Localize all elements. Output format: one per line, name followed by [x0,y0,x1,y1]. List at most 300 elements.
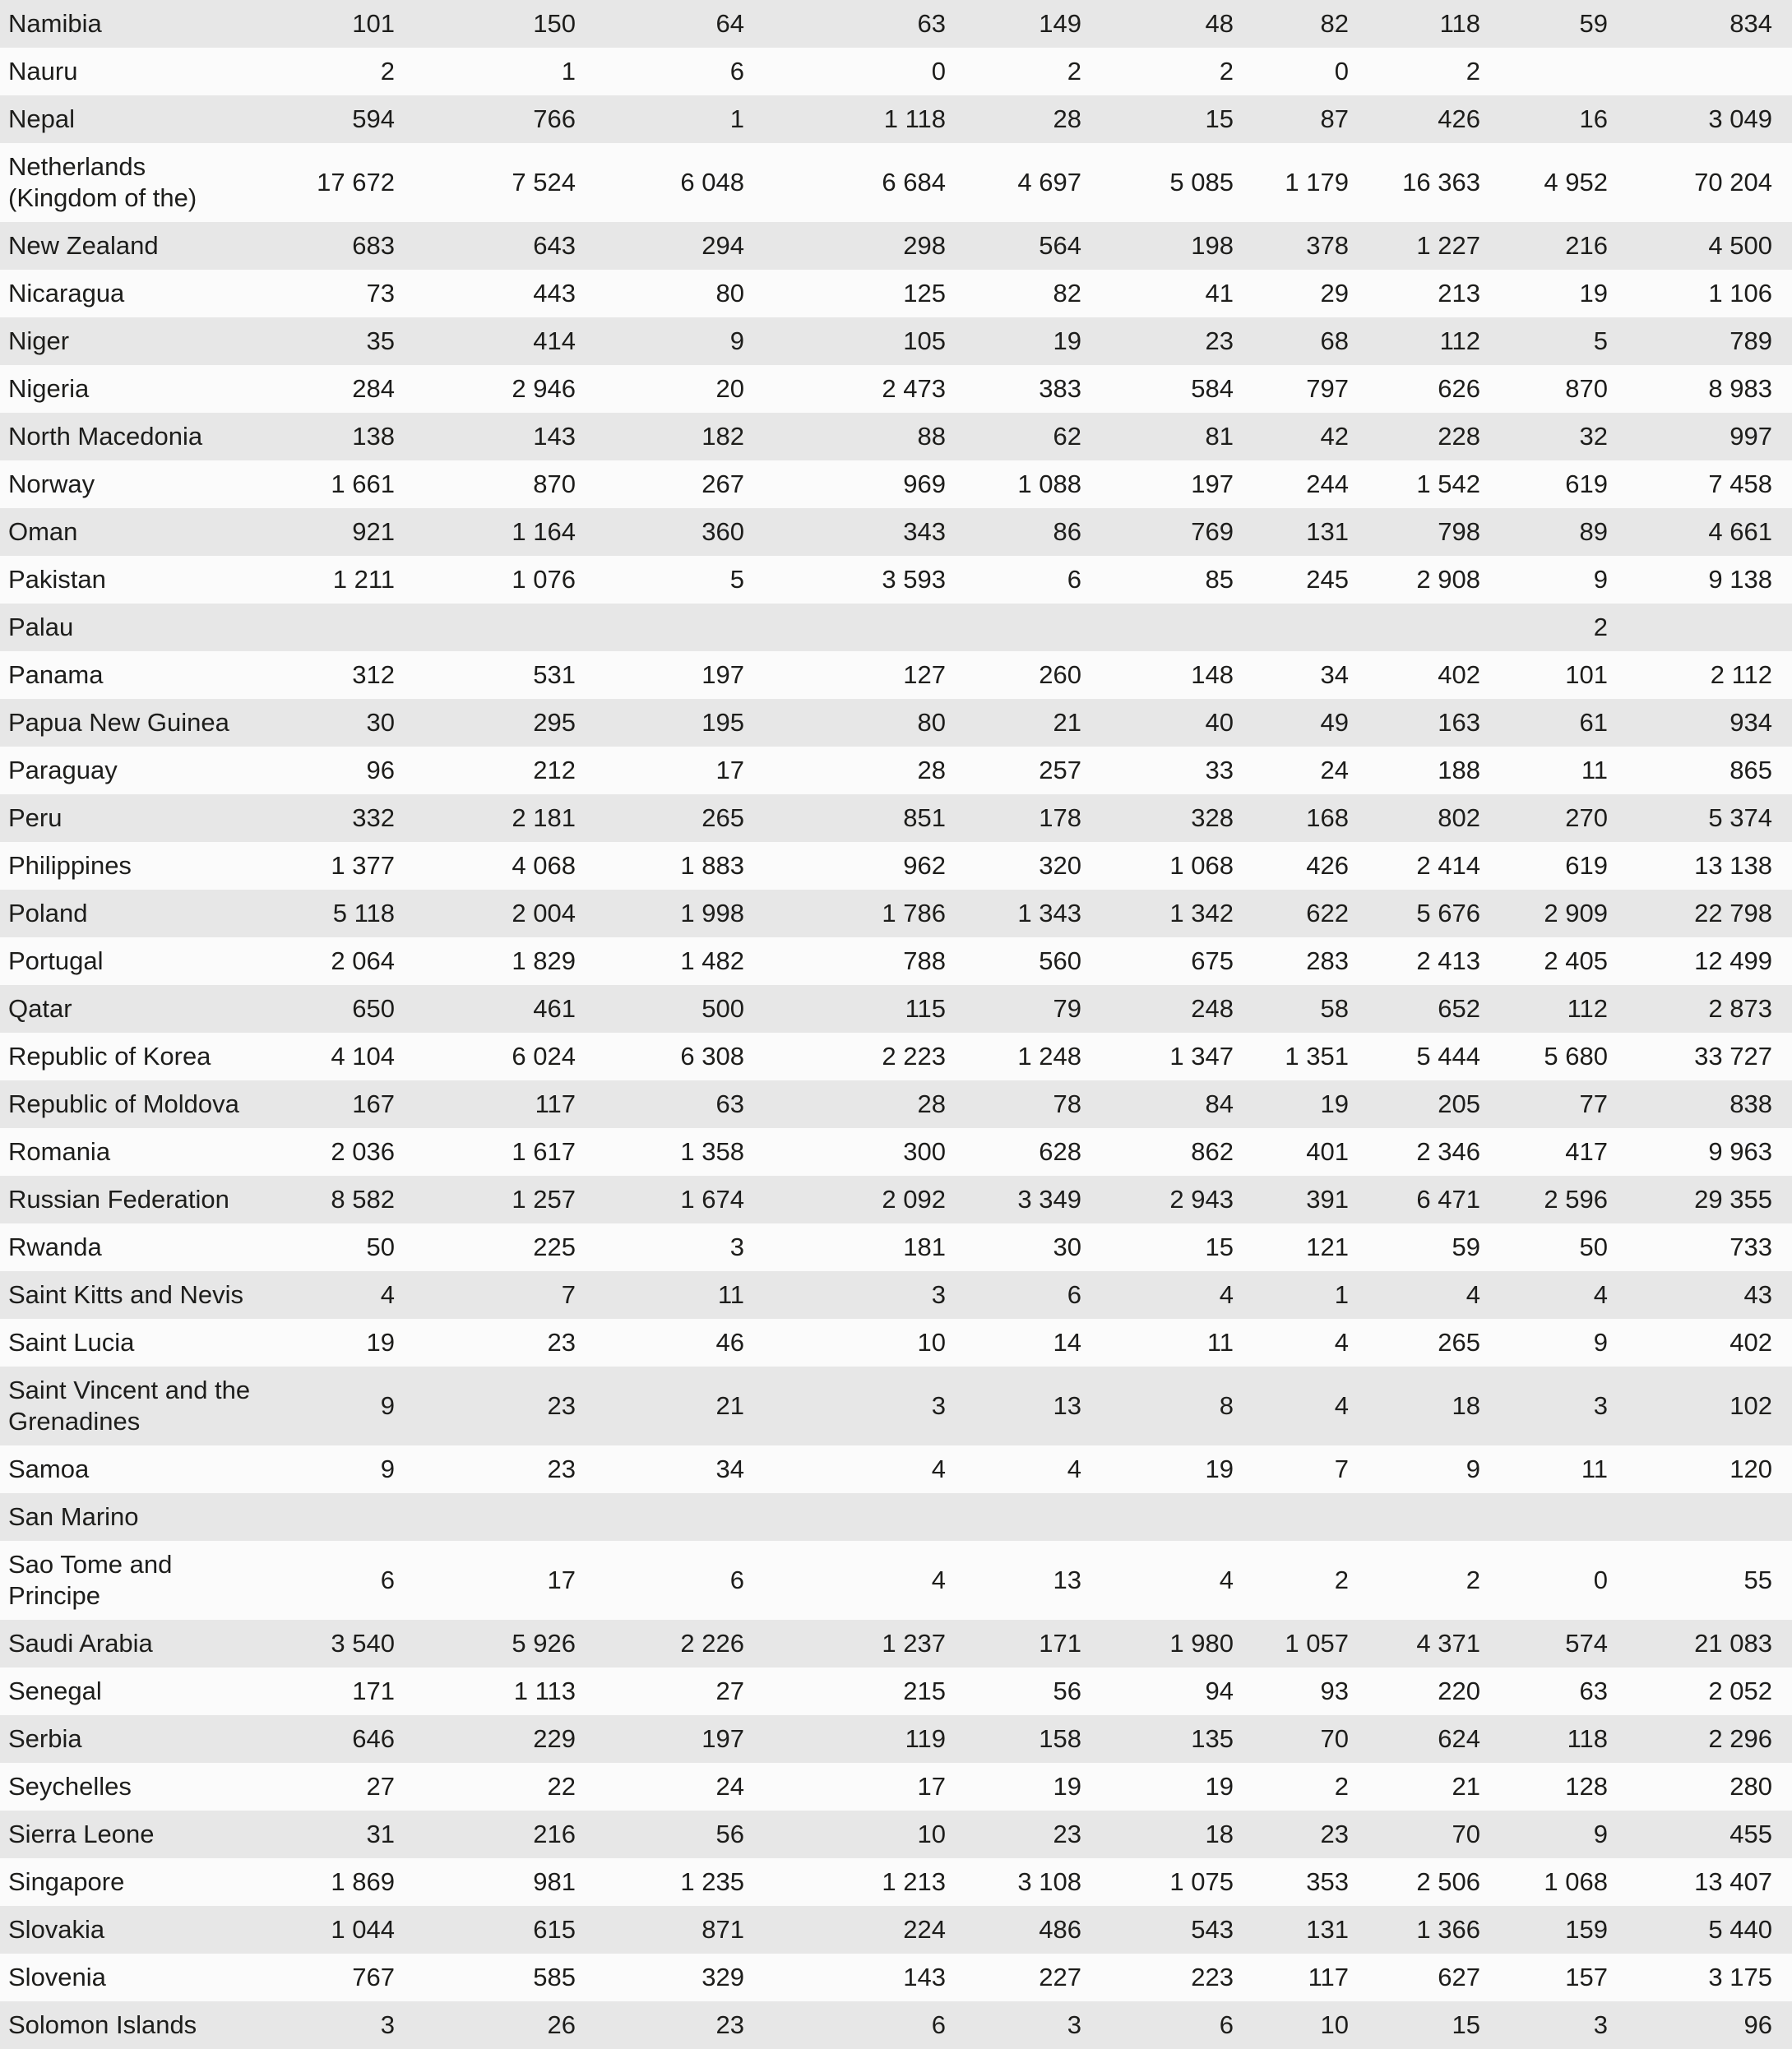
value-cell: 5 [1593,326,1608,355]
value-cell: 2 473 [882,374,946,403]
value-cell: 80 [715,279,744,308]
value-cell: 560 [1039,946,1081,975]
value-cell: 55 [1743,1566,1772,1594]
value-cell: 102 [1729,1391,1772,1420]
table-row [0,317,1792,365]
value-cell: 675 [1191,946,1234,975]
value-cell: 486 [1039,1915,1081,1944]
value-cell: 4 104 [331,1042,395,1071]
value-cell: 163 [1438,708,1480,737]
value-cell: 2 909 [1544,899,1608,927]
country-name: Niger [8,326,70,355]
value-cell: 29 355 [1694,1185,1772,1214]
value-cell: 16 363 [1402,168,1480,197]
value-cell: 2 [1334,1772,1349,1801]
value-cell: 3 [1593,2010,1608,2039]
value-cell: 10 [917,1820,946,1848]
value-cell: 1 106 [1708,279,1772,308]
value-cell: 70 [1320,1724,1349,1753]
table-row [0,1367,1792,1445]
value-cell: 2 908 [1416,565,1480,594]
value-cell: 23 [1205,326,1234,355]
value-cell: 798 [1438,517,1480,546]
value-cell: 205 [1438,1089,1480,1118]
value-cell: 1 248 [1017,1042,1081,1071]
value-cell: 4 [1593,1280,1608,1309]
value-cell: 257 [1039,756,1081,784]
value-cell: 16 [1579,104,1608,133]
table-row [0,1954,1792,2001]
value-cell: 148 [1191,660,1234,689]
table-row [0,890,1792,937]
value-cell: 280 [1729,1772,1772,1801]
value-cell: 21 [1452,1772,1480,1801]
value-cell: 8 983 [1708,374,1772,403]
value-cell: 4 371 [1416,1629,1480,1658]
value-cell: 402 [1438,660,1480,689]
value-cell: 21 083 [1694,1629,1772,1658]
value-cell [395,604,576,651]
value-cell: 2 [1593,613,1608,641]
value-cell: 1 235 [680,1867,744,1896]
value-cell: 23 [715,2010,744,2039]
table-row [0,985,1792,1033]
value-cell: 5 444 [1416,1042,1480,1071]
value-cell: 101 [352,9,395,38]
country-name: Solomon Islands [8,2010,197,2039]
value-cell: 1 [561,57,576,86]
country-name: Singapore [8,1867,125,1896]
country-name: Papua New Guinea [8,708,229,737]
value-cell: 35 [366,326,395,355]
value-cell: 851 [903,803,946,832]
value-cell: 624 [1438,1724,1480,1753]
value-cell: 18 [1205,1820,1234,1848]
value-cell [1081,604,1234,651]
value-cell: 871 [702,1915,744,1944]
value-cell: 42 [1320,422,1349,451]
value-cell: 43 [1743,1280,1772,1309]
table-row [0,651,1792,699]
value-cell: 2 596 [1544,1185,1608,1214]
table-row [0,1445,1792,1493]
value-cell: 402 [1729,1328,1772,1357]
value-cell: 1 179 [1285,168,1349,197]
value-cell: 171 [352,1677,395,1705]
value-cell: 9 963 [1708,1137,1772,1166]
value-cell: 1 482 [680,946,744,975]
value-cell: 650 [352,994,395,1023]
value-cell [1234,1493,1349,1541]
value-cell: 417 [1565,1137,1608,1166]
value-cell [744,604,946,651]
value-cell: 112 [1439,326,1480,355]
value-cell: 118 [1439,9,1480,38]
value-cell: 79 [1053,994,1081,1023]
table-row [0,1811,1792,1858]
table-row [0,1906,1792,1954]
value-cell: 2 405 [1544,946,1608,975]
country-name: Republic of Korea [8,1042,211,1071]
value-cell: 1 358 [680,1137,744,1166]
value-cell: 329 [702,1963,744,1991]
value-cell: 3 593 [882,565,946,594]
value-cell: 5 [729,565,744,594]
country-name: Republic of Moldova [8,1089,239,1118]
value-cell: 1 617 [512,1137,576,1166]
value-cell: 105 [903,326,946,355]
country-name: Palau [8,613,74,641]
value-cell: 1 342 [1169,899,1234,927]
value-cell: 59 [1452,1233,1480,1261]
value-cell: 1 257 [512,1185,576,1214]
value-cell: 646 [352,1724,395,1753]
value-cell: 2 346 [1416,1137,1480,1166]
table-row [0,1763,1792,1811]
value-cell: 33 727 [1694,1042,1772,1071]
value-cell: 28 [1053,104,1081,133]
value-cell: 17 [547,1566,576,1594]
value-cell: 2 036 [331,1137,395,1166]
value-cell: 81 [1205,422,1234,451]
value-cell: 260 [1039,660,1081,689]
value-cell: 4 952 [1544,168,1608,197]
value-cell: 619 [1565,851,1608,880]
value-cell: 41 [1205,279,1234,308]
table-row [0,747,1792,794]
value-cell [395,1493,576,1541]
table-row [0,1715,1792,1763]
table-row [0,0,1792,48]
table-row [0,1319,1792,1367]
value-cell: 117 [1308,1963,1349,1991]
value-cell [263,604,395,651]
value-cell: 574 [1565,1629,1608,1658]
value-cell: 6 [729,1566,744,1594]
value-cell: 58 [1320,994,1349,1023]
value-cell: 2 064 [331,946,395,975]
value-cell: 2 092 [882,1185,946,1214]
value-cell: 33 [1205,756,1234,784]
value-cell: 332 [352,803,395,832]
value-cell: 2 [1466,1566,1480,1594]
value-cell: 4 661 [1708,517,1772,546]
value-cell: 531 [533,660,576,689]
value-cell: 46 [715,1328,744,1357]
country-name: Rwanda [8,1233,102,1261]
value-cell: 23 [547,1455,576,1483]
value-cell: 143 [533,422,576,451]
value-cell: 401 [1306,1137,1349,1166]
value-cell: 1 786 [882,899,946,927]
value-cell: 244 [1306,469,1349,498]
value-cell: 13 [1053,1566,1081,1594]
value-cell: 34 [1320,660,1349,689]
value-cell: 9 [1466,1455,1480,1483]
value-cell: 2 226 [680,1629,744,1658]
value-cell: 59 [1579,9,1608,38]
value-cell: 1 164 [512,517,576,546]
value-cell: 118 [1567,1724,1608,1753]
value-cell: 120 [1729,1455,1772,1483]
value-cell: 19 [1053,1772,1081,1801]
table-row [0,1033,1792,1080]
value-cell: 167 [352,1089,395,1118]
value-cell: 49 [1320,708,1349,737]
country-name: Slovenia [8,1963,106,1991]
value-cell: 19 [1205,1772,1234,1801]
value-cell: 34 [715,1455,744,1483]
value-cell: 962 [903,851,946,880]
value-cell: 797 [1306,374,1349,403]
value-cell: 584 [1191,374,1234,403]
value-cell: 769 [1191,517,1234,546]
value-cell: 6 048 [680,168,744,197]
value-cell: 997 [1729,422,1772,451]
value-cell: 157 [1565,1963,1608,1991]
value-cell [1081,1493,1234,1541]
value-cell: 300 [903,1137,946,1166]
country-name: Russian Federation [8,1185,229,1214]
value-cell: 2 [380,57,395,86]
value-cell: 15 [1205,104,1234,133]
value-cell: 245 [1306,565,1349,594]
value-cell: 9 138 [1708,565,1772,594]
value-cell: 1 883 [680,851,744,880]
value-cell: 585 [533,1963,576,1991]
value-cell: 733 [1729,1233,1772,1261]
value-cell: 23 [547,1328,576,1357]
value-cell: 683 [352,231,395,260]
value-cell: 4 697 [1017,168,1081,197]
country-name: Romania [8,1137,111,1166]
value-cell: 19 [366,1328,395,1357]
value-cell: 78 [1053,1089,1081,1118]
value-cell: 461 [533,994,576,1023]
value-cell: 2 873 [1708,994,1772,1023]
value-cell: 265 [702,803,744,832]
table-row [0,460,1792,508]
table-row [0,1620,1792,1667]
value-cell: 24 [715,1772,744,1801]
value-cell: 6 [1067,1280,1081,1309]
value-cell: 2 946 [512,374,576,403]
value-cell: 1 227 [1416,231,1480,260]
country-name: Panama [8,660,104,689]
value-cell: 2 [1067,57,1081,86]
value-cell: 3 [729,1233,744,1261]
value-cell: 1 351 [1285,1042,1349,1071]
value-cell: 85 [1205,565,1234,594]
value-cell: 70 204 [1694,168,1772,197]
value-cell: 9 [380,1455,395,1483]
value-cell: 68 [1320,326,1349,355]
value-cell: 870 [533,469,576,498]
value-cell: 115 [905,994,946,1023]
value-cell: 1 661 [331,469,395,498]
value-cell: 1 980 [1169,1629,1234,1658]
value-cell: 195 [702,708,744,737]
country-name: Saint Vincent and the Grenadines [8,1376,251,1436]
value-cell: 0 [1593,1566,1608,1594]
value-cell: 9 [380,1391,395,1420]
value-cell: 619 [1565,469,1608,498]
value-cell: 414 [533,326,576,355]
value-cell: 3 049 [1708,104,1772,133]
country-name: Philippines [8,851,132,880]
value-cell: 23 [1320,1820,1349,1848]
value-cell: 31 [366,1820,395,1848]
value-cell: 21 [1053,708,1081,737]
table-row [0,1541,1792,1620]
value-cell: 14 [1053,1328,1081,1357]
value-cell: 149 [1039,9,1081,38]
value-cell: 224 [903,1915,946,1944]
value-cell: 969 [903,469,946,498]
value-cell: 112 [1567,994,1608,1023]
value-cell [1608,48,1792,95]
value-cell: 28 [917,1089,946,1118]
value-cell [1234,604,1349,651]
value-cell: 1 113 [513,1677,576,1705]
value-cell: 615 [533,1915,576,1944]
value-cell [1349,1493,1480,1541]
value-cell: 2 052 [1708,1677,1772,1705]
value-cell: 3 [380,2010,395,2039]
country-name: Norway [8,469,95,498]
value-cell: 212 [533,756,576,784]
value-cell: 5 085 [1169,168,1234,197]
value-cell: 1 542 [1416,469,1480,498]
value-cell: 6 471 [1416,1185,1480,1214]
value-cell: 197 [702,660,744,689]
value-cell: 50 [1579,1233,1608,1261]
value-cell: 15 [1205,1233,1234,1261]
country-name: San Marino [8,1502,139,1531]
country-name: Netherlands (Kingdom of the) [8,152,197,212]
value-cell: 96 [366,756,395,784]
country-name: Paraguay [8,756,118,784]
value-cell: 6 [1219,2010,1234,2039]
value-cell: 8 [1219,1391,1234,1420]
country-name: Nigeria [8,374,90,403]
value-cell: 5 374 [1708,803,1772,832]
value-cell: 543 [1191,1915,1234,1944]
value-cell: 89 [1579,517,1608,546]
value-cell: 56 [1053,1677,1081,1705]
value-cell: 622 [1306,899,1349,927]
value-cell: 870 [1565,374,1608,403]
value-cell: 3 [931,1391,946,1420]
value-cell: 32 [1579,422,1608,451]
value-cell: 70 [1452,1820,1480,1848]
value-cell: 27 [366,1772,395,1801]
value-cell: 5 676 [1416,899,1480,927]
value-cell: 9 [1593,1820,1608,1848]
value-cell: 1 [1334,1280,1349,1309]
country-name: Namibia [8,9,102,38]
table-row [0,1493,1792,1541]
value-cell: 443 [533,279,576,308]
value-cell: 2 004 [512,899,576,927]
value-cell: 143 [903,1963,946,1991]
value-cell: 4 500 [1708,231,1772,260]
country-name: Qatar [8,994,72,1023]
table-row [0,937,1792,985]
value-cell: 1 057 [1285,1629,1349,1658]
value-cell: 63 [715,1089,744,1118]
value-cell: 4 [1219,1280,1234,1309]
table-row [0,508,1792,556]
value-cell: 20 [715,374,744,403]
value-cell: 127 [903,660,946,689]
country-name: Sao Tome and Principe [8,1550,173,1610]
value-cell: 223 [1191,1963,1234,1991]
value-cell: 1 118 [883,104,946,133]
value-cell: 1 998 [680,899,744,927]
table-row [0,556,1792,604]
value-cell [1349,604,1480,651]
value-cell: 88 [917,422,946,451]
table-row [0,413,1792,460]
value-cell: 3 349 [1017,1185,1081,1214]
value-cell [946,604,1081,651]
value-cell: 767 [352,1963,395,1991]
value-cell: 87 [1320,104,1349,133]
value-cell: 119 [905,1724,946,1753]
value-cell: 1 347 [1169,1042,1234,1071]
value-cell: 213 [1438,279,1480,308]
value-cell [1608,604,1792,651]
value-cell: 131 [1306,517,1349,546]
value-cell [263,1493,395,1541]
value-cell: 270 [1565,803,1608,832]
country-name: Nauru [8,57,78,86]
value-cell: 225 [533,1233,576,1261]
value-cell: 2 223 [882,1042,946,1071]
value-cell: 284 [352,374,395,403]
value-cell [1608,1493,1792,1541]
value-cell: 227 [1039,1963,1081,1991]
value-cell: 426 [1438,104,1480,133]
value-cell: 56 [715,1820,744,1848]
value-cell: 383 [1039,374,1081,403]
value-cell: 86 [1053,517,1081,546]
value-cell [576,604,744,651]
value-cell: 1 088 [1017,469,1081,498]
value-cell: 80 [917,708,946,737]
value-cell: 197 [1191,469,1234,498]
value-cell [576,1493,744,1541]
value-cell: 2 413 [1416,946,1480,975]
country-name: New Zealand [8,231,159,260]
value-cell: 77 [1579,1089,1608,1118]
value-cell: 215 [903,1677,946,1705]
value-cell: 838 [1729,1089,1772,1118]
value-cell: 298 [903,231,946,260]
value-cell: 63 [1579,1677,1608,1705]
value-cell: 2 943 [1169,1185,1234,1214]
value-cell: 455 [1729,1820,1772,1848]
value-cell: 181 [903,1233,946,1261]
value-cell: 197 [702,1724,744,1753]
value-cell: 4 [1219,1566,1234,1594]
value-cell: 934 [1729,708,1772,737]
country-name: Saint Kitts and Nevis [8,1280,244,1309]
value-cell: 4 [931,1455,946,1483]
value-cell: 7 [1334,1455,1349,1483]
value-cell: 5 440 [1708,1915,1772,1944]
